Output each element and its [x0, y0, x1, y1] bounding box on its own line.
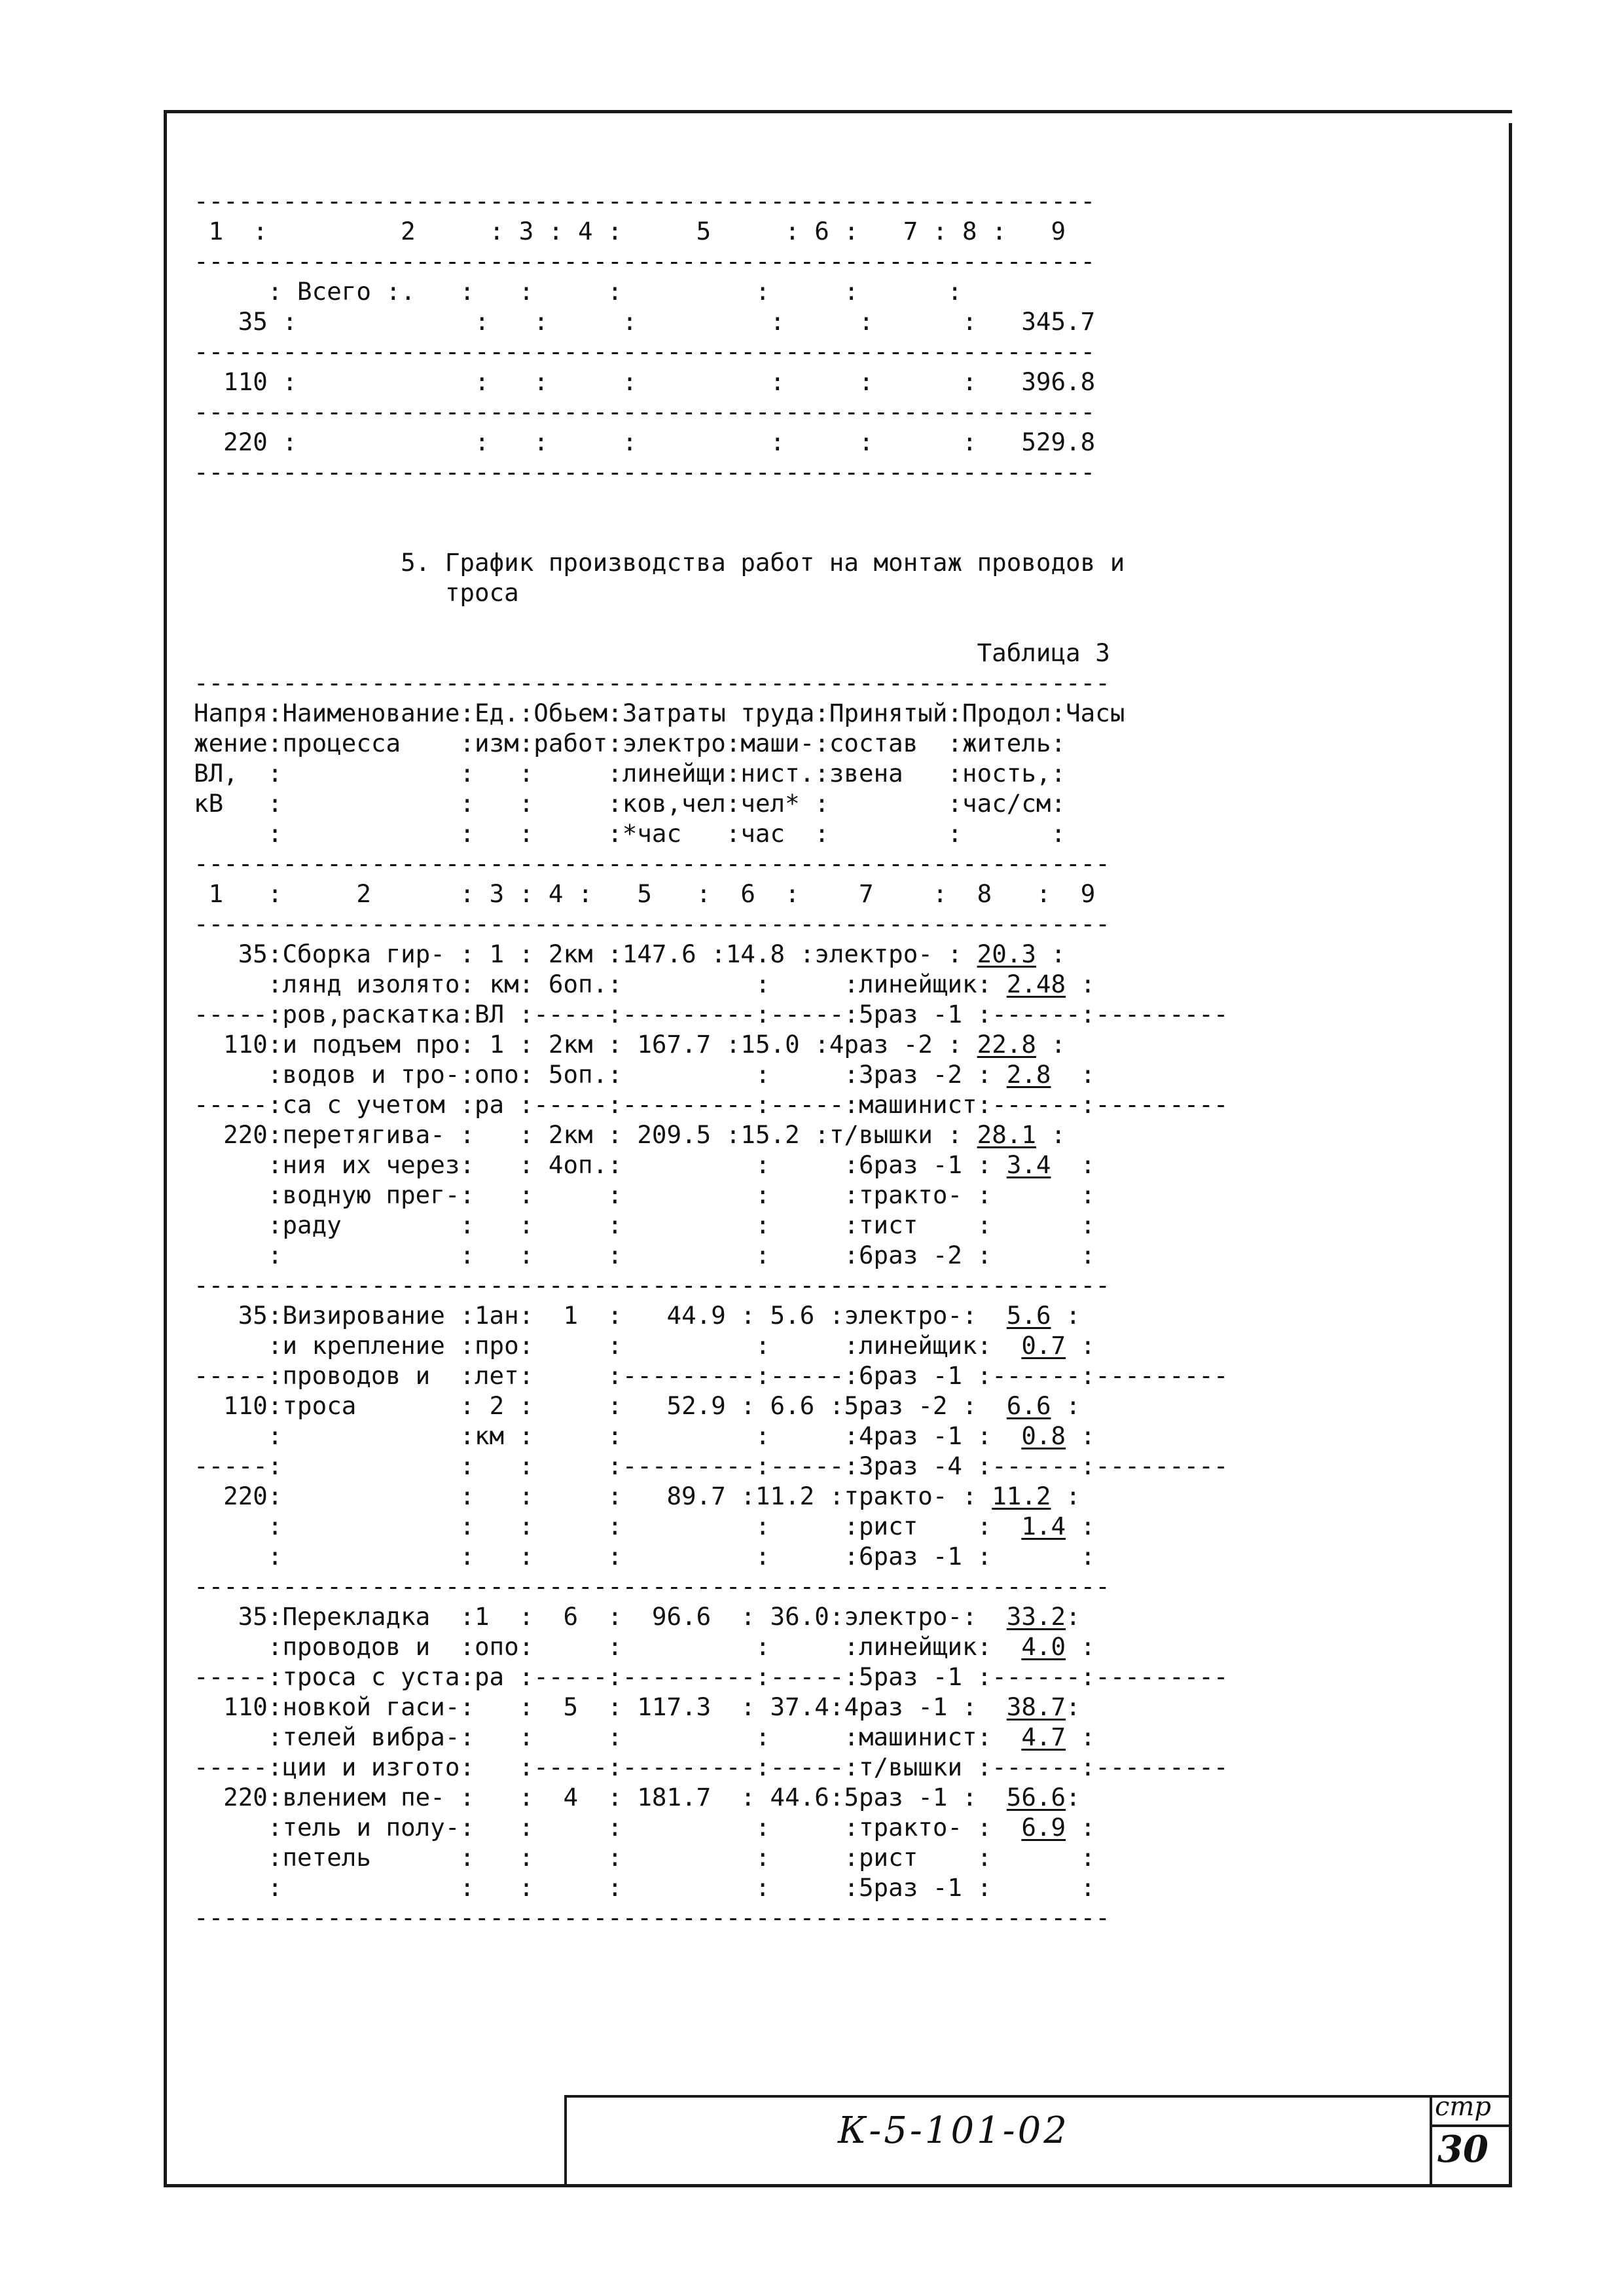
table-rule: -------------------------------------------------------------- [194, 1572, 1110, 1601]
process-name: раду [282, 1211, 460, 1239]
total-value: 396.8 [1021, 367, 1096, 396]
process-name: ции и изгото [282, 1753, 460, 1781]
process-name: ров,раскатка [282, 1000, 460, 1029]
col-number: 2 [356, 879, 371, 908]
header-cell: Напря [194, 699, 268, 727]
voltage-value: 35 [223, 939, 268, 968]
labor-value: 5.6 [770, 1301, 815, 1330]
header-cell: маши- [740, 729, 815, 757]
voltage-value: 220 [223, 1783, 268, 1812]
duration-value: 2.48 [1006, 970, 1066, 998]
col-number: 8 [977, 879, 992, 908]
header-cell: ков,чел [622, 789, 726, 818]
page-number: 30 [1437, 2128, 1489, 2171]
col-number: 9 [1080, 879, 1096, 908]
unit-cell: про [474, 1331, 519, 1360]
header-cell: Часы [1066, 699, 1125, 727]
labor-value: 44.6 [770, 1783, 829, 1812]
table-rule: ------------------------------------------------------------- [194, 187, 1096, 215]
table-rule: -------------------------------------------------------------- [194, 668, 1110, 697]
col-number: 7 [903, 217, 918, 246]
volume-value: 2км [548, 1030, 593, 1059]
volume-value: 2км [548, 939, 593, 968]
voltage-value: 110 [223, 367, 268, 396]
crew-item: рист [858, 1512, 977, 1540]
unit-cell: ВЛ [474, 1000, 505, 1029]
voltage-value: 35 [223, 307, 268, 336]
header-cell: ность, [962, 759, 1051, 788]
process-name: влением пе- [282, 1783, 460, 1812]
crew-item: 4раз -1 [844, 1692, 963, 1721]
process-name: Сборка гир- [282, 939, 460, 968]
process-name: новкой гаси- [282, 1692, 460, 1721]
volume-value: 6 [563, 1602, 579, 1631]
frame-top [164, 110, 1512, 113]
crew-item: 5раз -1 [844, 1783, 963, 1812]
frame-bottom [164, 2184, 1512, 2187]
unit-cell: опо [474, 1632, 519, 1661]
process-name: водов и тро- [282, 1060, 460, 1089]
labor-value: 14.8 [725, 939, 785, 968]
unit-cell: 2 [489, 1391, 505, 1420]
duration-value: 20.3 [977, 939, 1036, 968]
total-value: 529.8 [1021, 428, 1096, 456]
header-cell: процесса [282, 729, 460, 757]
volume-value: 5 [563, 1692, 579, 1721]
crew-item: т/вышки [858, 1753, 977, 1781]
labor-value: 52.9 [666, 1391, 726, 1420]
unit-cell: 1ан [474, 1301, 519, 1330]
duration-value: 6.6 [1006, 1391, 1051, 1420]
table-rule: ------------------------------------------------------------- [194, 458, 1096, 486]
process-name: са с учетом [282, 1090, 460, 1119]
crew-item: тист [858, 1211, 977, 1239]
col-number: 3 [489, 879, 505, 908]
unit-cell: 1 [474, 1602, 490, 1631]
duration-value: 0.8 [1021, 1421, 1066, 1450]
labor-value: 181.7 [637, 1783, 712, 1812]
crew-item: т/вышки [829, 1120, 948, 1149]
table-rule: -------------------------------------------------------------- [194, 849, 1110, 878]
unit-cell: лет [474, 1361, 519, 1390]
volume-value: 1 [563, 1301, 579, 1330]
header-cell: житель [962, 729, 1051, 757]
header-cell: Наименование [282, 699, 460, 727]
duration-value: 2.8 [1006, 1060, 1051, 1089]
voltage-value: 220 [223, 1482, 268, 1510]
col-number: 1 [208, 879, 224, 908]
duration-value: 4.0 [1021, 1632, 1066, 1661]
labor-value: 167.7 [637, 1030, 712, 1059]
header-cell: работ [533, 729, 608, 757]
table-rule: -------------------------------------------------------------- [194, 1271, 1110, 1300]
crew-item: 5раз -1 [858, 1873, 977, 1902]
section-title: 5. График производства работ на монтаж проводов и [401, 548, 1125, 577]
crew-item: 4раз -2 [829, 1030, 948, 1059]
unit-cell: км [474, 1421, 505, 1450]
col-number: 7 [859, 879, 874, 908]
voltage-value: 35 [223, 1602, 268, 1631]
unit-cell: 1 [489, 939, 505, 968]
labor-value: 6.6 [770, 1391, 815, 1420]
crew-item: линейщик [859, 1331, 977, 1360]
crew-item: 3раз -2 [859, 1060, 977, 1089]
volume-value: 2км [548, 1120, 593, 1149]
crew-item: тракто- [844, 1482, 963, 1510]
total-value: 345.7 [1021, 307, 1096, 336]
duration-value: 0.7 [1021, 1331, 1066, 1360]
crew-item: 4раз -1 [858, 1421, 977, 1450]
unit-cell: км [489, 970, 519, 998]
unit-cell: 1 [489, 1030, 505, 1059]
voltage-value: 35 [223, 1301, 268, 1330]
duration-value: 38.7 [1006, 1692, 1066, 1721]
crew-item: 5раз -1 [859, 1000, 977, 1029]
duration-value: 56.6 [1006, 1783, 1066, 1812]
labor-value: 11.2 [755, 1482, 815, 1510]
voltage-value: 110 [223, 1391, 268, 1420]
process-name: проводов и [282, 1361, 460, 1390]
voltage-value: 220 [223, 428, 268, 456]
col-number: 9 [1051, 217, 1066, 246]
process-name: и крепление [282, 1331, 460, 1360]
col-number: 5 [696, 217, 712, 246]
header-cell: линейщи [622, 759, 726, 788]
process-name: тель и полу- [282, 1813, 460, 1842]
duration-value: 1.4 [1021, 1512, 1066, 1540]
voltage-value: 110 [223, 1030, 268, 1059]
process-name: перетягива- [282, 1120, 460, 1149]
col-number: 8 [962, 217, 977, 246]
volume-value: 4оп. [548, 1150, 608, 1179]
document-text: ------------------------------------------------------------- 1 : 2 : 3 : 4 : 5 : 6 : 7 : 8 : 9 ------------------------------------------------------------- : Всего :. : : : : : : 35 : : : : : : : 345.7 ------------------------------------------------------------- 110 : : : : : : : 396.8 ------------------------------------------------------------- 220 : : : : : : : 529.8 ------------------------------------------------------------- 5. График производства работ на монтаж проводов и троса Таблица 3 -------------------------------------------------------------- Напря:Наименование:Ед.:Обьем:Затраты труда:Принятый:Продол:Часы жение:процесса :изм:работ:электро:маши-:состав :житель: ВЛ, : : : :линейщи:нист.:звена :ность,: кВ : : : :ков,чел:чел* : :час/см: : : : :*час :час : : : -------------------------------------------------------------- 1 : 2 : 3 : 4 : 5 : 6 : 7 : 8 : 9 -------------------------------------------------------------- 35:Сборка гир- : 1 : 2км :147.6 :14.8 :электро- : 20.3 : :лянд изолято: км: 6оп.: : :линейщик: 2.48 : -----:ров,раскатка:ВЛ :-----:---------:-----:5раз -1 :------:--------- 110:и подъем про: 1 : 2км : 167.7 :15.0 :4раз -2 : 22.8 : :водов и тро-:опо: 5оп.: : :3раз -2 : 2.8 : -----:са с учетом :ра :-----:---------:-----:машинист:------:--------- 220:перетягива- : : 2км : 209.5 :15.2 :т/вышки : 28.1 : :ния их через: : 4оп.: : :6раз -1 : 3.4 : :водную прег-: : : : :тракто- : : :раду : : : : :тист : : : : : : : :6раз -2 : : -------------------------------------------------------------- 35:Визирование :1ан: 1 : 44.9 : 5.6 :электро-: 5.6 : :и крепление :про: : : :линейщик: 0.7 : -----:проводов и :лет: :---------:-----:6раз -1 :------:--------- 110:троса : 2 : : 52.9 : 6.6 :5раз -2 : 6.6 : : :км : : : :4раз -1 : 0.8 : -----: : : :---------:-----:3раз -4 :------:--------- 220: : : : 89.7 :11.2 :тракто- : 11.2 : : : : : : :рист : 1.4 : : : : : : :6раз -1 : : -------------------------------------------------------------- 35:Перекладка :1 : 6 : 96.6 : 36.0:электро-: 33.2: :проводов и :опо: : : :линейщик: 4.0 : -----:троса с уста:ра :-----:---------:-----:5раз -1 :------:--------- 110:новкой гаси-: : 5 : 117.3 : 37.4:4раз -1 : 38.7: :телей вибра-: : : : :машинист: 4.7 : -----:ции и изгото: :-----:---------:-----:т/вышки :------:--------- 220:влением пе- : : 4 : 181.7 : 44.6:5раз -1 : 56.6: :тель и полу-: : : : :тракто- : 6.9 : :петель : : : : :рист : : : : : : : :5раз -1 : : -------------------------------------------------------------- [194, 187, 1229, 1932]
header-cell: кВ [194, 789, 268, 818]
volume-value: 6оп. [548, 970, 608, 998]
duration-value: 6.9 [1021, 1813, 1066, 1842]
voltage-value: 110 [223, 1692, 268, 1721]
process-name: троса [282, 1391, 460, 1420]
crew-item: 6раз -1 [858, 1542, 977, 1571]
crew-item: тракто- [858, 1813, 977, 1842]
header-cell: электро [622, 729, 726, 757]
labor-value: 117.3 [637, 1692, 712, 1721]
crew-item: 5раз -2 [844, 1391, 963, 1420]
labor-value: 15.0 [740, 1030, 800, 1059]
frame-right [1509, 123, 1512, 2185]
labor-value: 44.9 [666, 1301, 726, 1330]
header-cell: час [740, 819, 785, 848]
labor-value: 15.2 [740, 1120, 800, 1149]
duration-value: 22.8 [977, 1030, 1036, 1059]
col-number: 2 [282, 217, 490, 246]
header-cell: Продол [962, 699, 1051, 727]
process-name: лянд изолято [282, 970, 460, 998]
stamp-divider [564, 2095, 567, 2185]
unit-cell: ра [474, 1090, 505, 1119]
header-cell: чел* [740, 789, 800, 818]
process-name: проводов и [282, 1632, 460, 1661]
labor-value: 37.4 [770, 1692, 829, 1721]
process-name: троса с уста [282, 1662, 460, 1691]
header-cell: ВЛ, [194, 759, 268, 788]
process-name: Визирование [282, 1301, 460, 1330]
duration-value: 28.1 [977, 1120, 1036, 1149]
crew-item: электро- [844, 1602, 963, 1631]
header-cell: изм [474, 729, 519, 757]
header-cell: *час [622, 819, 682, 848]
table-rule: ------------------------------------------------------------- [194, 337, 1096, 366]
crew-item: электро- [814, 939, 948, 968]
header-cell: Ед. [474, 699, 519, 727]
page-label: стр [1435, 2092, 1491, 2122]
header-cell: звена [829, 759, 948, 788]
frame-left [164, 110, 167, 2185]
crew-item: 6раз -1 [859, 1150, 977, 1179]
process-name: водную прег- [282, 1180, 460, 1209]
volume-value: 4 [563, 1783, 579, 1812]
stamp-divider [1430, 2124, 1511, 2127]
labor-value: 147.6 [622, 939, 696, 968]
labor-value: 96.6 [651, 1602, 712, 1631]
col-number: 4 [548, 879, 564, 908]
duration-value: 4.7 [1021, 1722, 1066, 1751]
col-number: 3 [518, 217, 534, 246]
process-name: ния их через [282, 1150, 460, 1179]
header-cell: жение [194, 729, 268, 757]
process-name: и подъем про [282, 1030, 460, 1059]
document-code: К-5-101-02 [838, 2109, 1070, 2152]
table-rule: -------------------------------------------------------------- [194, 1903, 1110, 1932]
col-number: 6 [740, 879, 755, 908]
crew-item: 3раз -4 [858, 1451, 977, 1480]
table-rule: ------------------------------------------------------------- [194, 397, 1096, 426]
duration-value: 3.4 [1006, 1150, 1051, 1179]
labor-value: 209.5 [637, 1120, 712, 1149]
col-number: 6 [814, 217, 829, 246]
section-title: троса [444, 578, 519, 607]
labor-value: 89.7 [666, 1482, 726, 1510]
unit-cell: опо [474, 1060, 519, 1089]
duration-value: 5.6 [1006, 1301, 1051, 1330]
crew-item: тракто- [858, 1180, 977, 1209]
crew-item: 5раз -1 [859, 1662, 977, 1691]
crew-item: машинист [859, 1090, 977, 1119]
voltage-value: 220 [223, 1120, 268, 1149]
crew-item: рист [858, 1843, 977, 1872]
total-label: Всего [297, 277, 371, 306]
volume-value: 5оп. [548, 1060, 608, 1089]
process-name: телей вибра- [282, 1722, 460, 1751]
process-name: петель [282, 1843, 460, 1872]
header-cell: состав [829, 729, 948, 757]
header-cell: Обьем [533, 699, 608, 727]
crew-item: 6раз -1 [859, 1361, 977, 1390]
header-cell: нист. [740, 759, 815, 788]
crew-item: машинист [858, 1722, 977, 1751]
col-number: 1 [208, 217, 253, 246]
crew-item: 6раз -2 [858, 1241, 977, 1269]
table-rule: -------------------------------------------------------------- [194, 909, 1110, 938]
process-name: Перекладка [282, 1602, 460, 1631]
header-cell: час/см [962, 789, 1051, 818]
crew-item: электро- [844, 1301, 963, 1330]
unit-cell: ра [474, 1662, 505, 1691]
table-rule: ------------------------------------------------------------- [194, 247, 1096, 276]
col-number: 4 [578, 217, 593, 246]
col-number: 5 [637, 879, 652, 908]
crew-item: линейщик [859, 1632, 977, 1661]
stamp-divider [1430, 2095, 1432, 2185]
stamp-border [564, 2095, 1511, 2098]
crew-item: линейщик [859, 970, 977, 998]
duration-value: 11.2 [992, 1482, 1051, 1510]
labor-value: 36.0 [770, 1602, 829, 1631]
duration-value: 33.2 [1006, 1602, 1066, 1631]
table-label: Таблица 3 [977, 638, 1110, 667]
header-cell: Принятый [829, 699, 948, 727]
header-cell: Затраты труда [622, 699, 815, 727]
